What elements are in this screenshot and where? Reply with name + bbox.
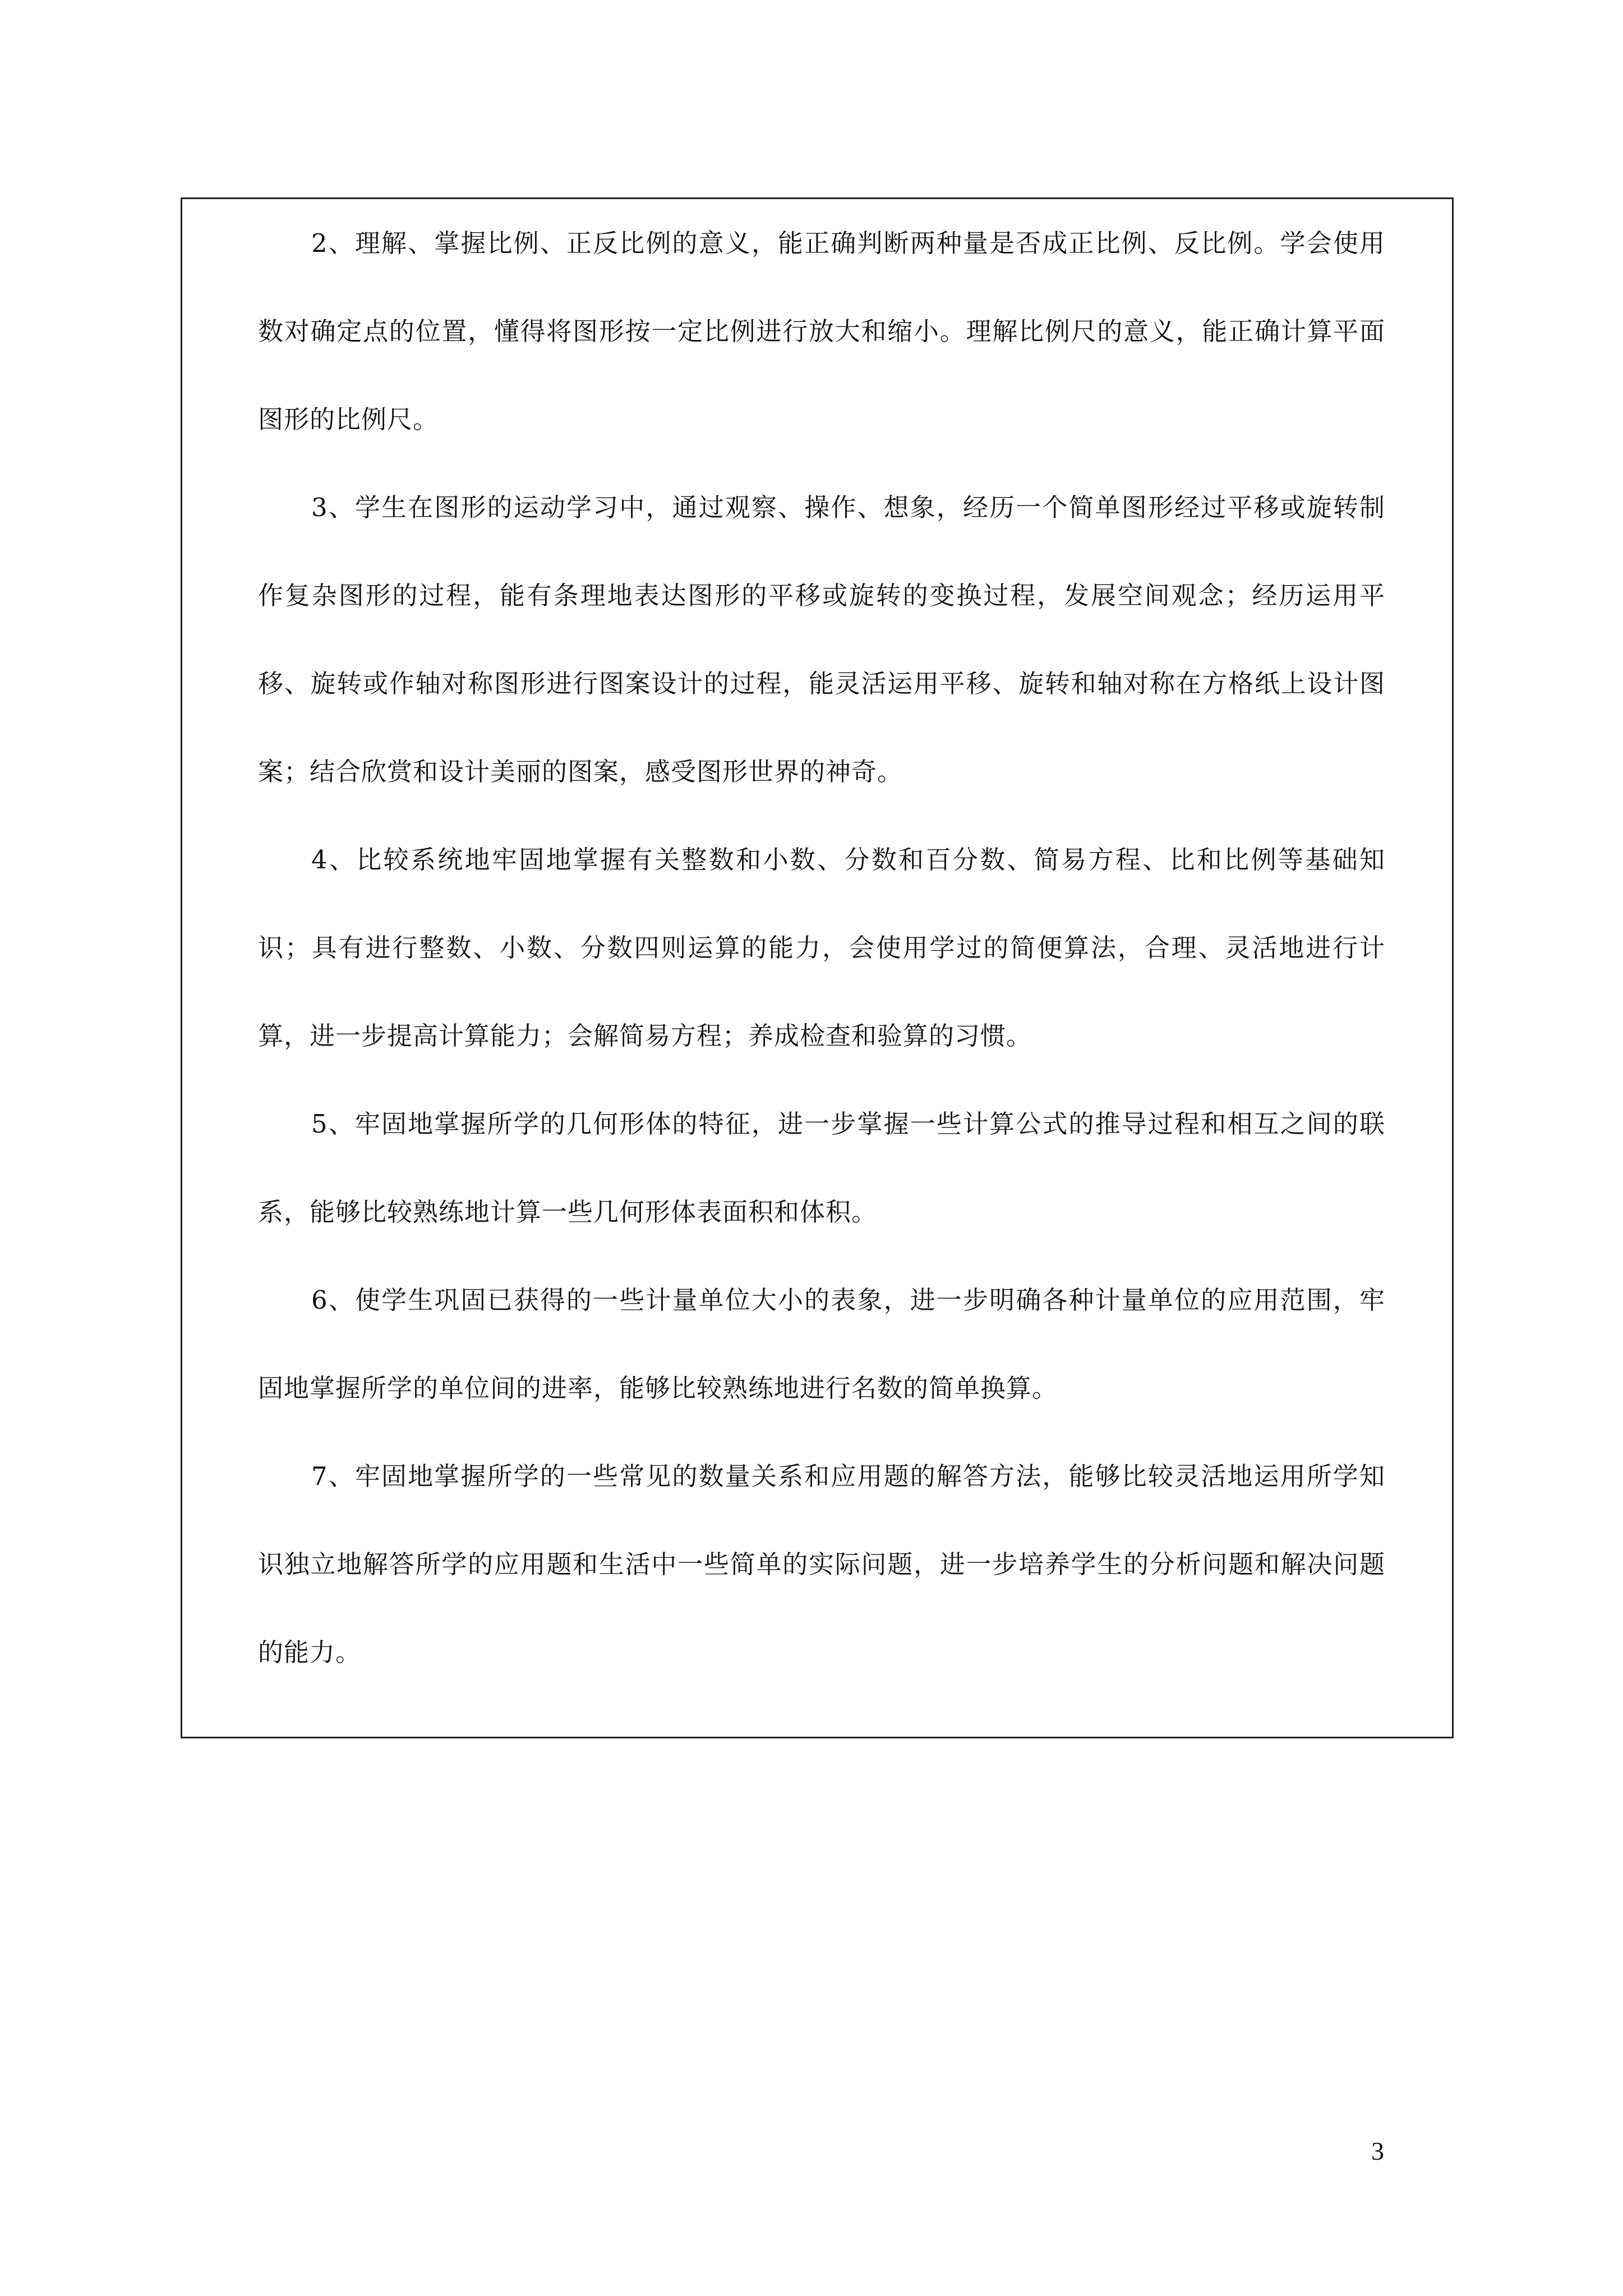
paragraph-item-2: 2、理解、掌握比例、正反比例的意义，能正确判断两种量是否成正比例、反比例。学会使用数对确定点的位置，懂得将图形按一定比例进行放大和缩小。理解比例尺的意义，能正确计算平面图形的比例尺。 [258,228,1385,434]
paragraph-item-7: 7、牢固地掌握所学的一些常见的数量关系和应用题的解答方法，能够比较灵活地运用所学知识独立地解答所学的应用题和生活中一些简单的实际问题，进一步培养学生的分析问题和解决问题的能力。 [258,1461,1385,1667]
paragraph-item-3: 3、学生在图形的运动学习中，通过观察、操作、想象，经历一个简单图形经过平移或旋转制作复杂图形的过程，能有条理地表达图形的平移或旋转的变换过程，发展空间观念；经历运用平移、旋转或作轴对称图形进行图案设计的过程，能灵活运用平移、旋转和轴对称在方格纸上设计图案；结合欣赏和设计美丽的图案，感受图形世界的神奇。 [258,493,1385,786]
content-box [181,197,1454,1738]
paragraph-item-4: 4、比较系统地牢固地掌握有关整数和小数、分数和百分数、简易方程、比和比例等基础知识；具有进行整数、小数、分数四则运算的能力，会使用学过的简便算法，合理、灵活地进行计算，进一步提高计算能力；会解简易方程；养成检查和验算的习惯。 [258,845,1385,1051]
page-number: 3 [1371,2137,1384,2165]
paragraph-item-5: 5、牢固地掌握所学的几何形体的特征，进一步掌握一些计算公式的推导过程和相互之间的联系，能够比较熟练地计算一些几何形体表面积和体积。 [258,1109,1385,1227]
paragraph-item-6: 6、使学生巩固已获得的一些计量单位大小的表象，进一步明确各种计量单位的应用范围，牢固地掌握所学的单位间的进率，能够比较熟练地进行名数的简单换算。 [258,1285,1385,1403]
